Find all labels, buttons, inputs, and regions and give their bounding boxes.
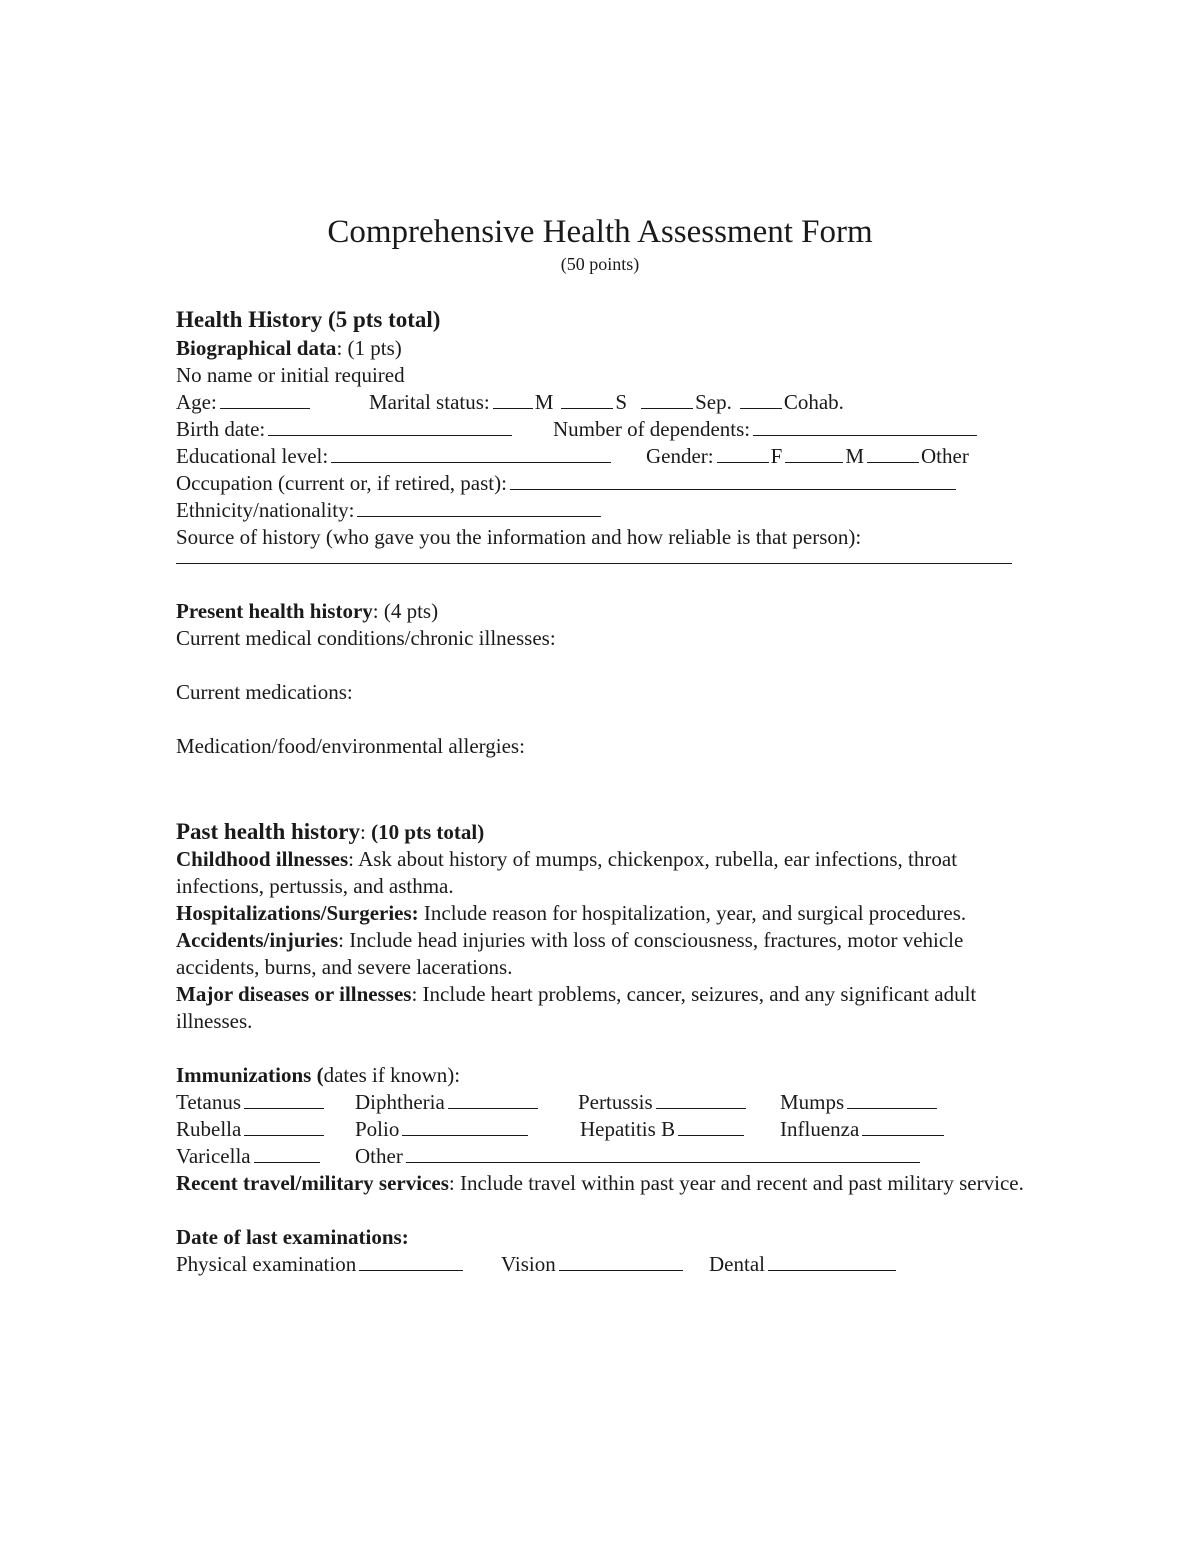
education-field[interactable] [331,444,611,463]
last-exams-row [176,1251,1036,1278]
immunizations-suffix: dates if known): [323,1063,461,1087]
birth-date-label: Birth date: [176,417,266,441]
hepatitis-b-field[interactable] [678,1117,744,1136]
marital-cohab-field[interactable] [740,390,782,409]
present-health-label: Present health history [176,599,373,623]
gender-f-label: F [770,444,783,468]
dental-label: Dental [709,1252,765,1276]
tetanus-label: Tetanus [176,1090,242,1114]
no-name-note-row [176,362,1036,389]
recent-travel-text: : Include travel within past year and recent and past military service. [448,1171,1024,1195]
past-health-points: (10 pts total) [371,820,485,844]
accidents-item [176,927,1026,981]
polio-field[interactable] [402,1117,528,1136]
childhood-illnesses-text: : Ask about history of mumps, chickenpox, rubella, ear infections, throat infections, pertussis, and asthma. [176,847,958,898]
accidents-label: Accidents/injuries [176,928,339,952]
major-diseases-label: Major diseases or illnesses [176,982,412,1006]
rubella-field[interactable] [244,1117,324,1136]
hospitalizations-label: Hospitalizations/Surgeries: [176,901,419,925]
physical-exam-label: Physical examination [176,1252,357,1276]
birth-date-field[interactable] [268,417,512,436]
influenza-field[interactable] [862,1117,944,1136]
immunization-other-label: Other [355,1144,403,1168]
childhood-illnesses-item [176,846,1026,900]
varicella-label: Varicella [176,1144,251,1168]
birth-dependents-row [176,416,1036,443]
conditions-label: Current medical conditions/chronic illnesses: [176,626,556,650]
no-name-note: No name or initial required [176,363,405,387]
immunizations-row-3 [176,1143,1036,1170]
allergies-row [176,733,1036,760]
marital-m-label: M [534,390,554,414]
past-health-heading-row: Past health history: (10 pts total) [176,819,485,844]
source-field[interactable] [176,551,1012,564]
major-diseases-text: : Include heart problems, cancer, seizures, and any significant adult illnesses. [176,982,977,1033]
recent-travel-item [176,1170,1026,1197]
age-label: Age: [176,390,217,414]
marital-s-field[interactable] [561,390,613,409]
form-body [176,305,1036,1278]
last-exams-heading: Date of last examinations: [176,1225,409,1249]
ethnicity-label: Ethnicity/nationality: [176,498,355,522]
vision-field[interactable] [559,1252,683,1271]
biographical-data-points: : (1 pts) [336,336,402,360]
hospitalizations-item [176,900,1026,927]
conditions-row [176,625,1036,652]
occupation-field[interactable] [510,471,956,490]
marital-sep-label: Sep. [695,390,732,414]
education-gender-row [176,443,1036,470]
dependents-field[interactable] [753,417,977,436]
diphtheria-field[interactable] [448,1090,538,1109]
vision-label: Vision [501,1252,556,1276]
immunizations-label: Immunizations ( [176,1063,324,1087]
pertussis-field[interactable] [656,1090,746,1109]
diphtheria-label: Diphtheria [355,1090,445,1114]
age-field[interactable] [220,390,310,409]
marital-sep-field[interactable] [641,390,693,409]
health-history-heading: Health History (5 pts total) [176,307,441,332]
source-row [176,524,1036,551]
accidents-text: : Include head injuries with loss of consciousness, fractures, motor vehicle accidents, burns, and severe lacerations. [176,928,964,979]
health-history-heading-row [176,305,1036,335]
form-points: (50 points) [560,254,640,274]
source-label: Source of history (who gave you the information and how reliable is that person): [176,525,862,549]
ethnicity-row [176,497,1036,524]
biographical-data-label: Biographical data [176,336,337,360]
ethnicity-field[interactable] [357,498,601,517]
dental-field[interactable] [768,1252,896,1271]
tetanus-field[interactable] [244,1090,324,1109]
pertussis-label: Pertussis [578,1090,653,1114]
medications-row [176,679,1036,706]
past-health-label: Past health history [176,819,360,844]
immunization-other-field[interactable] [406,1144,920,1163]
rubella-label: Rubella [176,1117,242,1141]
gender-other-label: Other [921,444,969,468]
hospitalizations-text: Include reason for hospitalization, year, and surgical procedures. [418,901,967,925]
hepatitis-b-label: Hepatitis B [580,1117,676,1141]
present-health-heading-row [176,598,1036,625]
education-label: Educational level: [176,444,329,468]
recent-travel-label: Recent travel/military services [176,1171,449,1195]
varicella-field[interactable] [254,1144,320,1163]
gender-other-field[interactable] [867,444,919,463]
dependents-label: Number of dependents: [553,417,751,441]
last-exams-heading-row [176,1224,1036,1251]
form-header [0,212,1200,275]
gender-m-label: M [845,444,865,468]
present-health-points: : (4 pts) [372,599,439,623]
influenza-label: Influenza [780,1117,860,1141]
marital-s-label: S [615,390,628,414]
marital-m-field[interactable] [493,390,533,409]
mumps-label: Mumps [780,1090,845,1114]
gender-m-field[interactable] [785,444,843,463]
marital-status-label: Marital status: [369,390,490,414]
physical-exam-field[interactable] [359,1252,463,1271]
medications-label: Current medications: [176,680,353,704]
gender-f-field[interactable] [717,444,769,463]
childhood-illnesses-label: Childhood illnesses [176,847,349,871]
mumps-field[interactable] [847,1090,937,1109]
allergies-label: Medication/food/environmental allergies: [176,734,525,758]
biographical-data-row [176,335,1036,362]
major-diseases-item [176,981,1026,1035]
immunizations-row-2 [176,1116,1036,1143]
polio-label: Polio [355,1117,400,1141]
occupation-label: Occupation (current or, if retired, past): [176,471,507,495]
form-title: Comprehensive Health Assessment Form [327,214,873,250]
gender-label: Gender: [646,444,714,468]
immunizations-row-1 [176,1089,1036,1116]
immunizations-heading-row [176,1062,1036,1089]
marital-cohab-label: Cohab. [783,390,844,414]
age-marital-row [176,389,1036,416]
occupation-row [176,470,1036,497]
